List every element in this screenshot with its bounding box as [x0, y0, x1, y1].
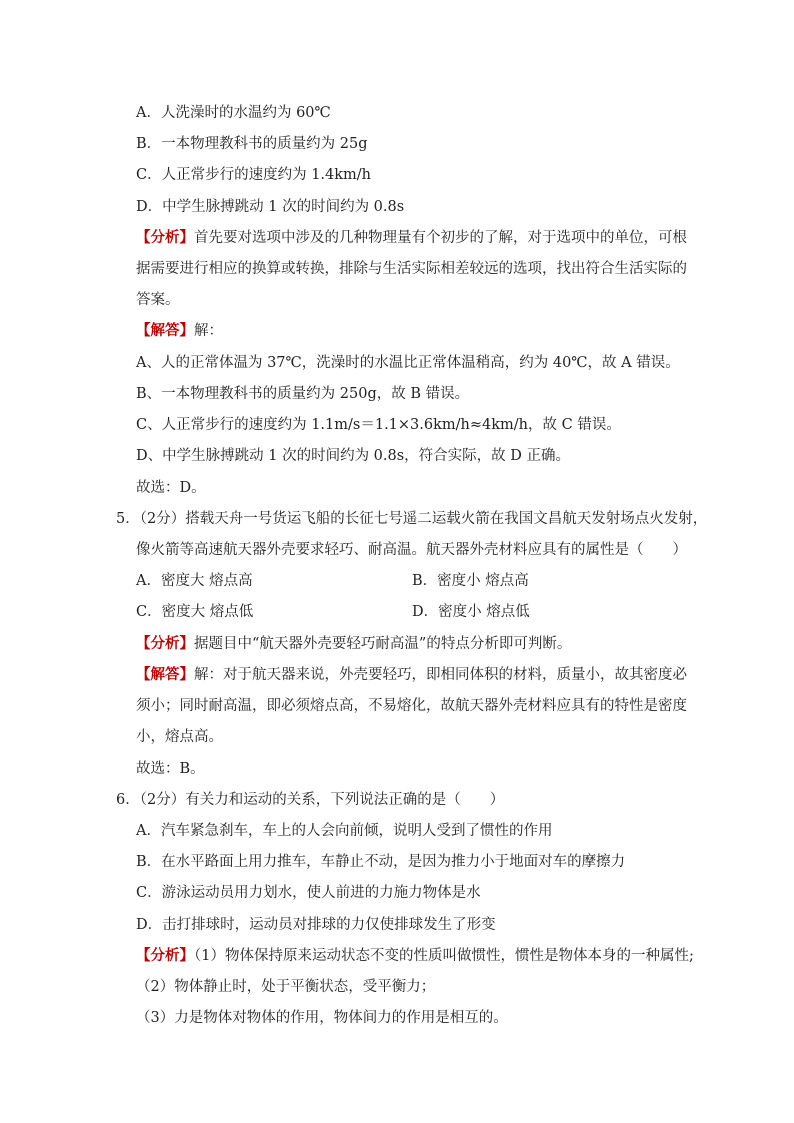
option-a: A．汽车紧急刹车，车上的人会向前倾，说明人受到了惯性的作用: [136, 823, 553, 839]
answer-text: A、人的正常体温为 37℃，洗澡时的水温比正常体温稍高，约为 40℃，故 A 错误。: [136, 355, 680, 371]
option-c: C．游泳运动员用力划水，使人前进的力施力物体是水: [136, 885, 481, 901]
analysis-text: 首先要对选项中涉及的几种物理量有个初步的了解，对于选项中的单位，可根: [194, 230, 687, 246]
analysis-text: 答案。: [136, 292, 180, 308]
answer-text: D、中学生脉搏跳动 1 次的时间约为 0.8s，符合实际，故 D 正确。: [136, 448, 571, 464]
answer-line: [136, 321, 223, 341]
option-a: A．人洗澡时的水温约为 60℃: [136, 105, 331, 121]
choice-text: 故选：D。: [136, 480, 206, 496]
option-b: B．一本物理教科书的质量约为 25g: [136, 136, 368, 152]
analysis-text: （2）物体静止时，处于平衡状态，受平衡力；: [136, 979, 436, 995]
analysis-line: [136, 634, 571, 654]
option-c: C．人正常步行的速度约为 1.4km/h: [136, 167, 372, 183]
answer-tag: 【解答】: [136, 666, 194, 683]
option-c: C．密度大 熔点低: [136, 604, 254, 620]
question-6-stem: 6．（2分）有关力和运动的关系，下列说法正确的是（ ）: [116, 792, 505, 808]
analysis-tag: 【分析】: [136, 947, 194, 964]
answer-text: 解：: [194, 323, 223, 339]
answer-text: 小，熔点高。: [136, 729, 223, 745]
option-b: B．密度小 熔点高: [412, 573, 529, 589]
option-b: B．在水平路面上用力推车，车静止不动，是因为推力小于地面对车的摩擦力: [136, 854, 626, 870]
analysis-tag: 【分析】: [136, 229, 194, 246]
option-d: D．击打排球时，运动员对排球的力仅使排球发生了形变: [136, 917, 496, 933]
answer-text: 须小；同时耐高温，即必须熔点高，不易熔化，故航天器外壳材料应具有的特性是密度: [136, 698, 687, 714]
analysis-line: [136, 228, 687, 248]
answer-text: B、一本物理教科书的质量约为 250g，故 B 错误。: [136, 386, 470, 402]
analysis-text: （3）力是物体对物体的作用，物体间力的作用是相互的。: [136, 1010, 508, 1026]
question-5-stem: 像火箭等高速航天器外壳要求轻巧、耐高温。航天器外壳材料应具有的属性是（ ）: [136, 542, 687, 558]
choice-text: 故选：B。: [136, 761, 205, 777]
answer-line: [136, 665, 687, 685]
analysis-text: （1）物体保持原来运动状态不变的性质叫做惯性，惯性是物体本身的一种属性;: [194, 948, 694, 964]
answer-text: 解：对于航天器来说，外壳要轻巧，即相同体积的材料，质量小，故其密度必: [194, 667, 687, 683]
analysis-text: 据需要进行相应的换算或转换，排除与生活实际相差较远的选项，找出符合生活实际的: [136, 261, 687, 277]
answer-text: C、人正常步行的速度约为 1.1m/s＝1.1×3.6km/h≈4km/h，故 C 错误。: [136, 417, 621, 433]
analysis-text: 据题目中“航天器外壳要轻巧耐高温”的特点分析即可判断。: [194, 636, 572, 652]
option-a: A．密度大 熔点高: [136, 573, 253, 589]
option-d: D．密度小 熔点低: [412, 604, 530, 620]
answer-tag: 【解答】: [136, 322, 194, 339]
analysis-line: [136, 946, 694, 966]
analysis-tag: 【分析】: [136, 635, 194, 652]
option-d: D．中学生脉搏跳动 1 次的时间约为 0.8s: [136, 199, 405, 215]
question-5-stem: 5．（2分）搭载天舟一号货运飞船的长征七号遥二运载火箭在我国文昌航天发射场点火发射，: [116, 511, 708, 527]
